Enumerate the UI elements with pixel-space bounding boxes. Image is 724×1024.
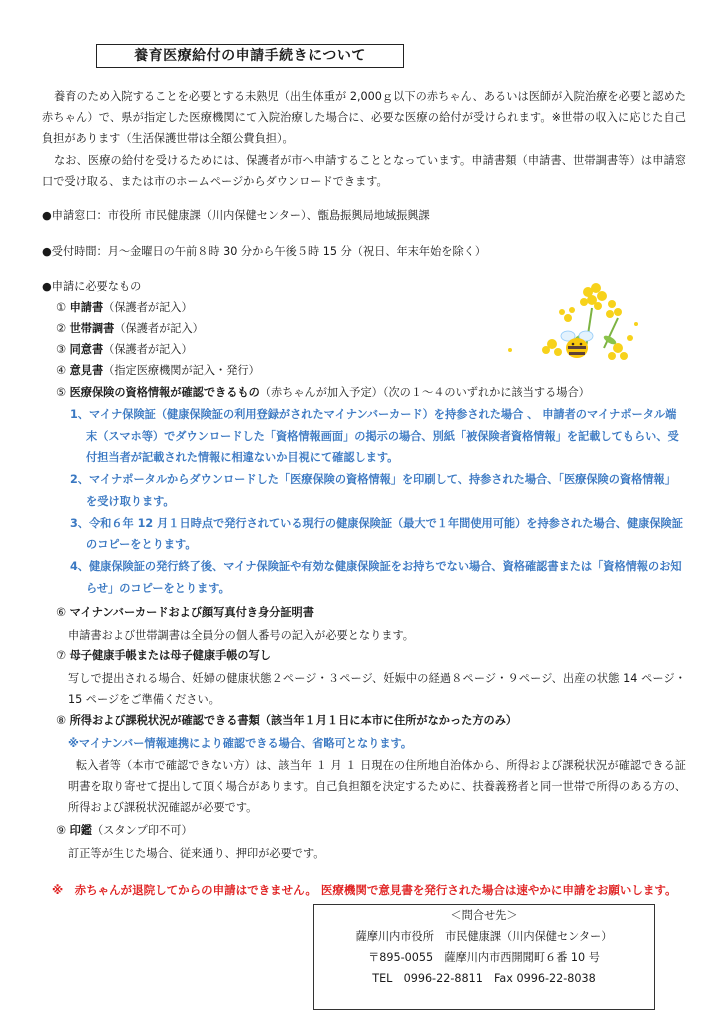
item-name: 意見書 (69, 364, 104, 377)
item-name: 医療保険の資格情報が確認できるもの (69, 386, 260, 399)
required-item-7 (56, 647, 271, 663)
item-name: 世帯調書 (69, 322, 115, 335)
item-name: 申請書 (69, 301, 104, 314)
item-detail: （保護者が記入） (103, 343, 193, 356)
item-name: 母子健康手帳または母子健康手帳の写し (69, 649, 271, 662)
required-item-9 (56, 822, 193, 838)
item-detail: （スタンプ印不可） (91, 824, 193, 837)
item-detail: （赤ちゃんが加入予定）（次の１～４のいずれかに該当する場合） (259, 386, 590, 399)
reception-hours: ●受付時間：月～金曜日の午前８時 30 分から午後５時 15 分（祝日、年末年始を除く） (42, 245, 487, 258)
required-item-1 (56, 299, 193, 315)
insurance-case-1: 1、マイナ保険証（健康保険証の利用登録がされたマイナンバーカード）を持参された場合 、 申請者のマイナポータル端末（スマホ等）でダウンロードした「資格情報画面」の掲示の場合、別紙「被保険者資格情報」を記載してもらい、受付担当者が記載された情報に相違ないか目視にて確認します。 (70, 408, 679, 464)
flower-bee-illustration (506, 278, 644, 366)
item-number: ⑧ (56, 714, 67, 727)
item-8-note: 転入者等（本市で確認できない方）は、該当年 １ 月 １ 日現在の住所地自治体から、所得および課税状況が確認できる証明書を取り寄せて提出して頂く場合があります。自己負担額を決定するために、扶養義務者と同一世帯で所得のある方の、所得および課税状況確認が必要です。 (68, 759, 686, 814)
required-item-5 (56, 384, 590, 400)
intro-paragraph-1: 養育のため入院することを必要とする未熟児（出生体重が 2,000ｇ以下の赤ちゃん、あるいは医師が入院治療を必要と認めた赤ちゃん）で、県が指定した医療機関にて入院治療した場合に、必要な医療の給付が受けられます。※世帯の収入に応じた自己負担があります（生活保護世帯は全額公費負担）。 (42, 90, 686, 145)
item-number: ⑨ (56, 824, 67, 837)
item-7-note: 写しで提出される場合、妊婦の健康状態２ページ・３ページ、妊娠中の経過８ページ・９ページ、出産の状態 14 ページ・15 ページをご準備ください。 (68, 672, 686, 706)
item-number: ② (56, 322, 67, 335)
insurance-case-3: 3、令和６年 12 月１日時点で発行されている現行の健康保険証（最大で１年間使用可能）を持参された場合、健康保険証のコピーをとります。 (70, 516, 683, 551)
item-number: ⑥ (56, 606, 67, 619)
contact-address: 〒895-0055 薩摩川内市西開聞町６番 10 号 (368, 951, 600, 964)
insurance-case-list (70, 404, 686, 600)
application-window: ●申請窓口：市役所 市民健康課（川内保健センター）、甑島振興局地域振興課 (42, 209, 430, 222)
intro-paragraph-2: なお、医療の給付を受けるためには、保護者が市へ申請することとなっています。申請書類（申請書、世帯調書等）は申請窓口で受け取る、または市のホームページからダウンロードできます。 (42, 154, 686, 188)
item-8-blue-note: ※マイナンバー情報連携により確認できる場合、省略可となります。 (68, 737, 413, 750)
required-item-3 (56, 341, 193, 357)
bee-icon (561, 331, 593, 358)
item-9-note: 訂正等が生じた場合、従来通り、押印が必要です。 (68, 847, 325, 860)
warning-note: ※ 赤ちゃんが退院してからの申請はできません。 医療機関で意見書を発行された場合は速やかに申請をお願いします。 (52, 883, 677, 897)
required-item-4 (56, 362, 260, 378)
item-number: ③ (56, 343, 67, 356)
contact-heading: ＜問合せ先＞ (450, 909, 518, 922)
item-detail: （保護者が記入） (114, 322, 204, 335)
required-item-8 (56, 712, 517, 728)
required-item-6 (56, 604, 314, 620)
contact-office: 薩摩川内市役所 市民健康課（川内保健センター） (355, 930, 613, 943)
contact-box (313, 904, 655, 1010)
item-detail: （保護者が記入） (103, 301, 193, 314)
item-number: ⑤ (56, 386, 67, 399)
item-name: 同意書 (69, 343, 104, 356)
item-name: 印鑑 (69, 824, 92, 837)
item-number: ① (56, 301, 67, 314)
item-number: ④ (56, 364, 67, 377)
insurance-case-4: 4、健康保険証の発行終了後、マイナ保険証や有効な健康保険証をお持ちでない場合、資格確認書または「資格情報のお知らせ」のコピーをとります。 (70, 560, 682, 595)
item-name: 所得および課税状況が確認できる書類（該当年１月１日に本市に住所がなかった方のみ） (69, 714, 518, 727)
required-heading: ●申請に必要なもの (42, 280, 142, 293)
item-6-note: 申請書および世帯調書は全員分の個人番号の記入が必要となります。 (68, 629, 414, 642)
insurance-case-2: 2、マイナポータルからダウンロードした「医療保険の資格情報」を印刷して、持参された場合、「医療保険の資格情報」を受け取ります。 (70, 473, 676, 508)
item-name: マイナンバーカードおよび顔写真付き身分証明書 (69, 606, 314, 619)
item-detail: （指定医療機関が記入・発行） (103, 364, 260, 377)
required-item-2 (56, 320, 204, 336)
contact-phone: TEL 0996-22-8811 Fax 0996-22-8038 (372, 972, 596, 985)
item-number: ⑦ (56, 649, 67, 662)
page-title: 養育医療給付の申請手続きについて (96, 44, 404, 68)
